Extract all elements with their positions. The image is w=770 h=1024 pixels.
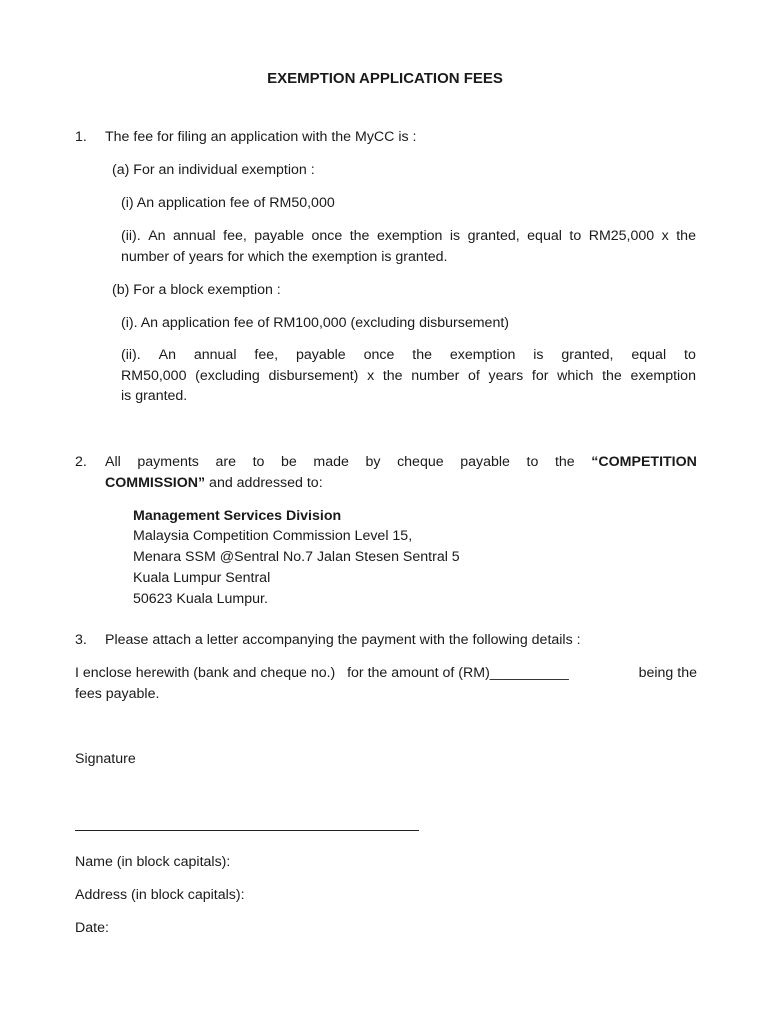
enclose-statement-part1: I enclose herewith (bank and cheque no.) for the amount of (RM)__________ xyxy=(75,665,569,681)
word: are xyxy=(215,454,236,470)
word: to xyxy=(526,454,539,470)
signature-label: Signature xyxy=(75,751,136,767)
page-title: EXEMPTION APPLICATION FEES xyxy=(267,70,503,87)
payee-name-part1: “COMPETITION xyxy=(591,454,697,470)
item-1a-ii-line2: number of years for which the exemption is granted. xyxy=(121,249,448,265)
word: exemption xyxy=(376,228,443,244)
enclose-statement-line2: fees payable. xyxy=(75,686,160,702)
item-1b-label: (b) For a block exemption : xyxy=(112,282,281,298)
word: annual xyxy=(173,228,216,244)
word: by xyxy=(365,454,381,470)
word: which xyxy=(557,368,594,384)
word: granted, xyxy=(561,347,614,363)
word: to xyxy=(684,347,696,363)
address-label: Address (in block capitals): xyxy=(75,887,245,903)
word: payable xyxy=(254,228,304,244)
word: RM50,000 xyxy=(121,368,187,384)
word: the xyxy=(349,228,370,244)
word: to xyxy=(569,228,582,244)
word: fee, xyxy=(254,347,279,363)
word: is xyxy=(533,347,544,363)
enclose-statement-part2: being the xyxy=(638,665,697,681)
word: (ii). xyxy=(121,228,141,244)
word: once xyxy=(363,347,395,363)
address-line-4: 50623 Kuala Lumpur. xyxy=(133,591,268,607)
word: equal xyxy=(631,347,667,363)
address-line-3: Kuala Lumpur Sentral xyxy=(133,570,271,586)
name-label: Name (in block capitals): xyxy=(75,854,231,870)
word: is xyxy=(449,228,461,244)
item-1a-ii-line1 xyxy=(121,226,696,247)
word: granted, xyxy=(467,228,520,244)
address-line-1: Malaysia Competition Commission Level 15, xyxy=(133,528,413,544)
item-1b-i: (i). An application fee of RM100,000 (excluding disbursement) xyxy=(121,315,510,331)
word: number xyxy=(411,368,460,384)
word: payments xyxy=(137,454,199,470)
word: cheque xyxy=(397,454,444,470)
word: payable xyxy=(460,454,510,470)
word: exemption xyxy=(630,368,696,384)
word: (ii). xyxy=(121,347,141,363)
word: the xyxy=(382,368,403,384)
item-3-text: Please attach a letter accompanying the payment with the following details : xyxy=(105,632,581,648)
payee-name-part2: COMMISSION” xyxy=(105,475,206,491)
word: disbursement) xyxy=(268,368,359,384)
word: to xyxy=(252,454,265,470)
word: annual xyxy=(193,347,237,363)
word: the xyxy=(676,228,696,244)
word: An xyxy=(158,347,176,363)
item-2-line1 xyxy=(105,452,697,473)
word: be xyxy=(281,454,297,470)
word: RM25,000 xyxy=(588,228,655,244)
word: payable xyxy=(295,347,346,363)
enclose-statement-line1 xyxy=(75,663,697,684)
signature-line xyxy=(75,830,419,831)
word: of xyxy=(468,368,480,384)
word: fee, xyxy=(223,228,247,244)
word: equal xyxy=(527,228,562,244)
word: for xyxy=(531,368,549,384)
word: An xyxy=(148,228,166,244)
item-1b-ii-line3: is granted. xyxy=(121,388,188,404)
word: once xyxy=(311,228,343,244)
word: x xyxy=(661,228,669,244)
word: exemption xyxy=(449,347,516,363)
item-1b-ii-line2 xyxy=(121,366,696,387)
word: All xyxy=(105,454,121,470)
word: the xyxy=(412,347,432,363)
item-1a-label: (a) For an individual exemption : xyxy=(112,162,315,178)
item-1-number: 1. xyxy=(75,129,87,145)
item-2-number: 2. xyxy=(75,454,87,470)
address-division: Management Services Division xyxy=(133,508,342,524)
address-line-2: Menara SSM @Sentral No.7 Jalan Stesen Sentral 5 xyxy=(133,549,460,565)
item-2-line2-rest: and addressed to: xyxy=(205,475,323,491)
word: the xyxy=(602,368,622,384)
word: years xyxy=(488,368,524,384)
word: made xyxy=(313,454,349,470)
item-1a-i: (i) An application fee of RM50,000 xyxy=(121,195,335,211)
item-3-number: 3. xyxy=(75,632,87,648)
word: x xyxy=(367,368,375,384)
item-1b-ii-line1 xyxy=(121,345,696,366)
date-label: Date: xyxy=(75,920,109,936)
word: the xyxy=(554,454,575,470)
item-2-line2 xyxy=(105,473,323,494)
word: (excluding xyxy=(195,368,260,384)
item-1-intro: The fee for filing an application with the MyCC is : xyxy=(105,129,417,145)
